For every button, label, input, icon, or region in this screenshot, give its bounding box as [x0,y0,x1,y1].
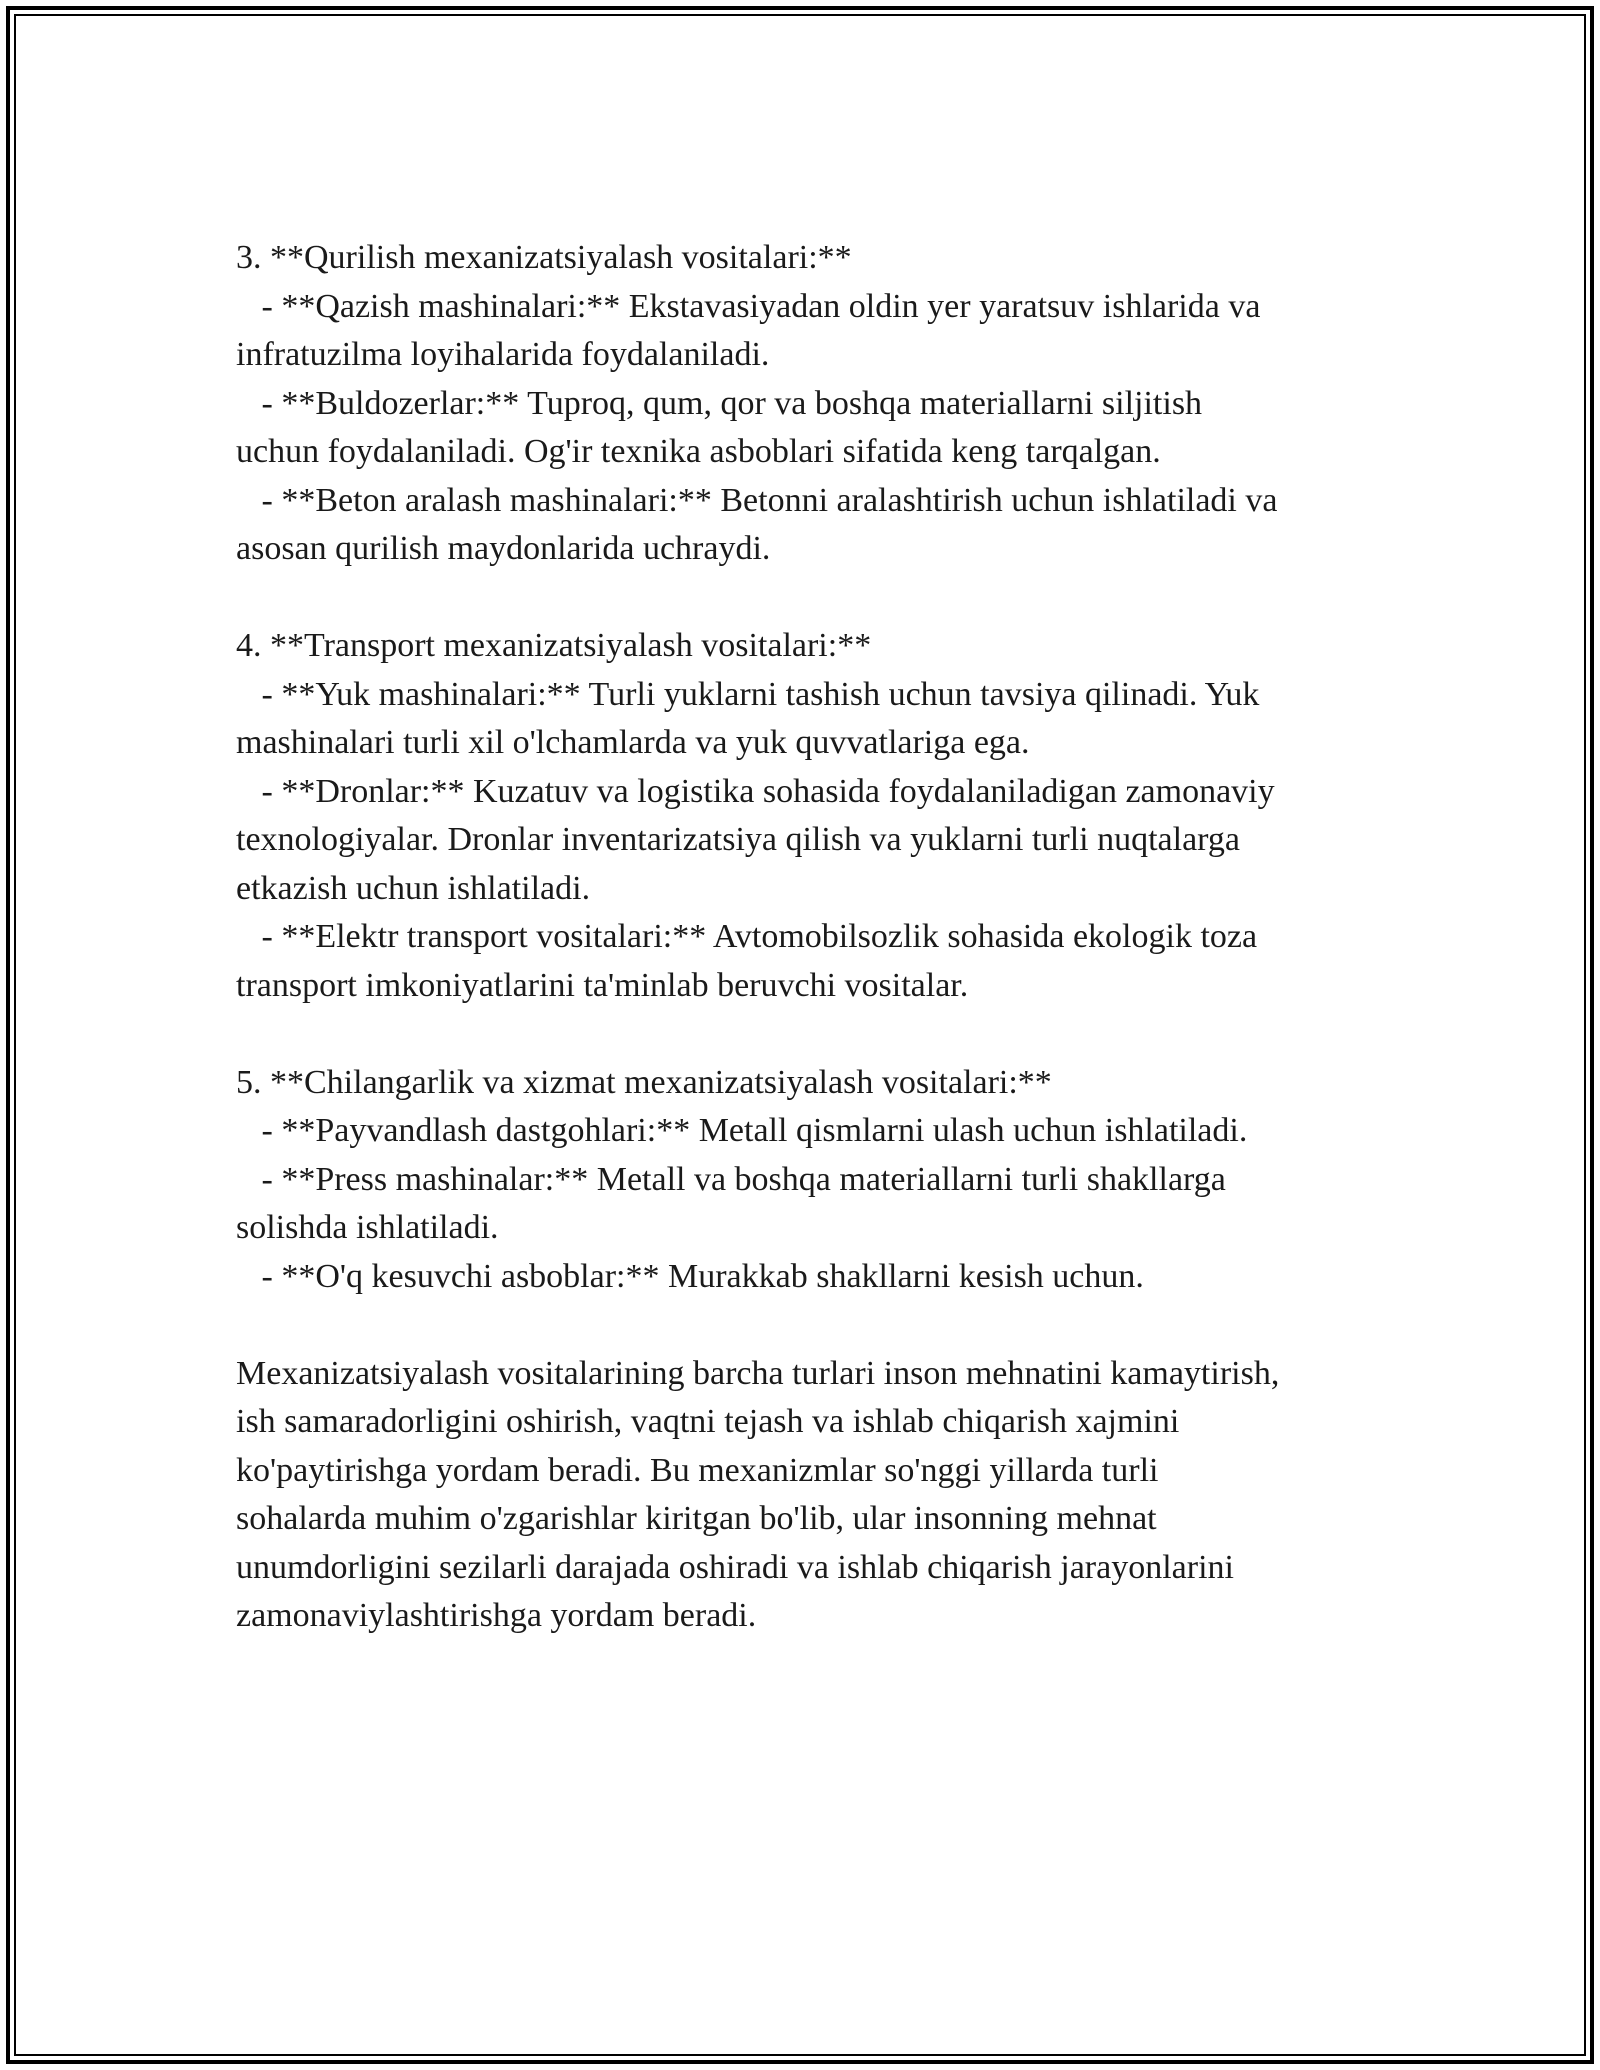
text-line: sohalarda muhim o'zgarishlar kiritgan bo'lib, ular insonning mehnat [236,1500,1157,1537]
text-line: infratuzilma loyihalarida foydalaniladi. [236,336,770,373]
text-line: etkazish uchun ishlatiladi. [236,869,591,907]
text-line: Mexanizatsiyalash vositalarining barcha turlari inson mehnatini kamaytirish, [236,1354,1280,1392]
section-heading: 3. **Qurilish mexanizatsiyalash vositalari:** [236,239,852,276]
text-line: - **Beton aralash mashinalari:** Betonni aralashtirish uchun ishlatiladi va [236,481,1278,519]
text-line: - **Buldozerlar:** Tuproq, qum, qor va boshqa materiallarni siljitish [236,384,1203,422]
text-line: texnologiyalar. Dronlar inventarizatsiya qilish va yuklarni turli nuqtalarga [236,821,1240,858]
text-line: transport imkoniyatlarini ta'minlab beruvchi vositalar. [236,966,969,1004]
section-conclusion [236,1350,1386,1641]
section-construction [236,234,1386,574]
text-line: unumdorligini sezilarli darajada oshiradi va ishlab chiqarish jarayonlarini [236,1548,1234,1586]
text-line: asosan qurilish maydonlarida uchraydi. [236,530,771,567]
text-line: - **Dronlar:** Kuzatuv va logistika sohasida foydalaniladigan zamonaviy [236,772,1275,810]
paragraph-spacer [236,1010,1386,1059]
section-metalwork [236,1059,1386,1302]
text-line: mashinalari turli xil o'lchamlarda va yuk quvvatlariga ega. [236,724,1030,761]
text-line: ish samaradorligini oshirish, vaqtni tejash va ishlab chiqarish xajmini [236,1403,1180,1440]
text-line: - **Qazish mashinalari:** Ekstavasiyadan oldin yer yaratsuv ishlarida va [236,287,1261,325]
text-line: - **Press mashinalar:** Metall va boshqa materiallarni turli shakllarga [236,1160,1226,1198]
text-line: zamonaviylashtirishga yordam beradi. [236,1597,757,1634]
document-body [236,234,1386,1641]
section-transport [236,622,1386,1010]
text-line: - **Elektr transport vositalari:** Avtomobilsozlik sohasida ekologik toza [236,918,1258,955]
section-heading: 5. **Chilangarlik va xizmat mexanizatsiyalash vositalari:** [236,1063,1052,1101]
paragraph-spacer [236,574,1386,623]
text-line: uchun foydalaniladi. Og'ir texnika asboblari sifatida keng tarqalgan. [236,433,1161,470]
text-line: - **O'q kesuvchi asboblar:** Murakkab shakllarni kesish uchun. [236,1257,1144,1295]
section-heading: 4. **Transport mexanizatsiyalash vositalari:** [236,627,872,664]
text-line: - **Payvandlash dastgohlari:** Metall qismlarni ulash uchun ishlatiladi. [236,1112,1248,1149]
text-line: solishda ishlatiladi. [236,1209,499,1246]
text-line: - **Yuk mashinalari:** Turli yuklarni tashish uchun tavsiya qilinadi. Yuk [236,675,1260,713]
paragraph-spacer [236,1301,1386,1350]
text-line: ko'paytirishga yordam beradi. Bu mexanizmlar so'nggi yillarda turli [236,1451,1159,1489]
